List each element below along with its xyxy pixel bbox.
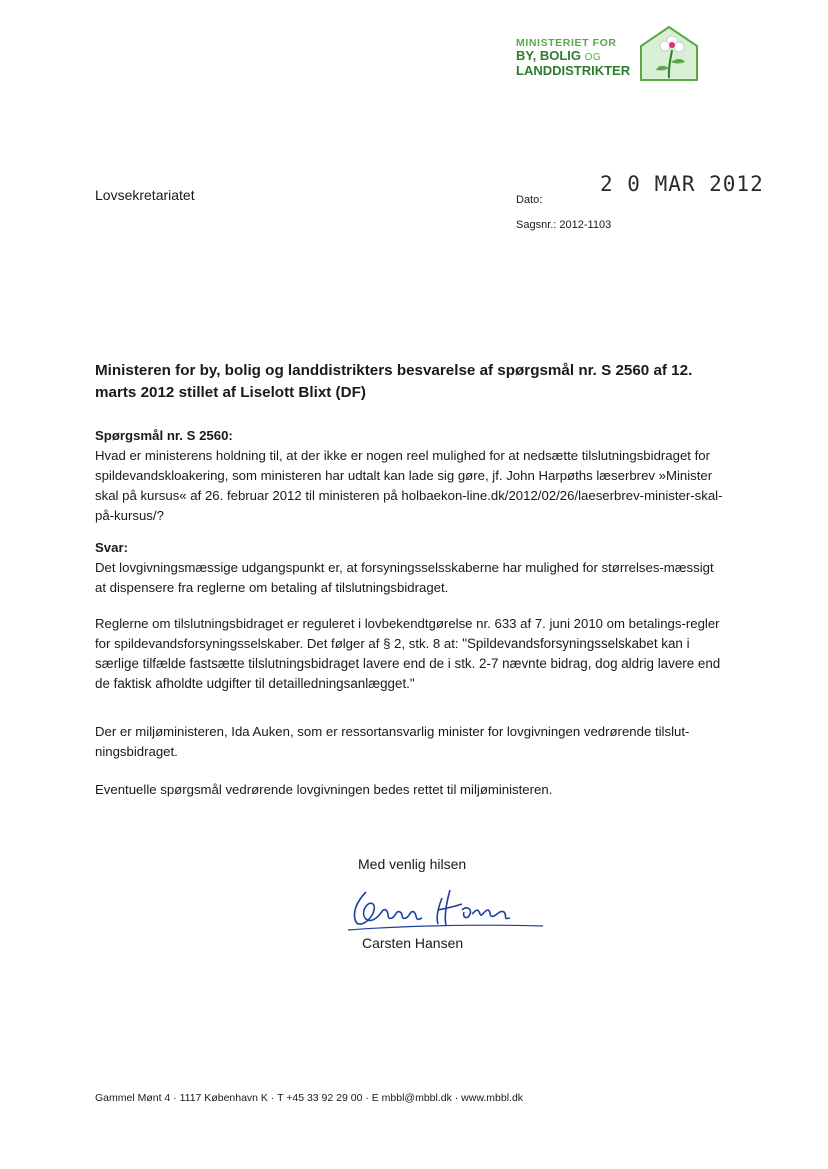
- answer-paragraph-4: Eventuelle spørgsmål vedrørende lovgivningen bedes rettet til miljøministeren.: [95, 782, 553, 797]
- logo-line-2: [516, 49, 646, 64]
- signer-name: Carsten Hansen: [362, 935, 464, 951]
- answer-paragraph-1: Det lovgivningsmæssige udgangspunkt er, at forsyningsselsskaberne har mulighed for størrelses-mæssigt at dispensere fra reglerne om betaling af tilslutningsbidraget.: [95, 560, 714, 595]
- handwritten-signature: [338, 880, 548, 940]
- case-number: Sagsnr.: 2012-1103: [516, 219, 612, 231]
- question-section: [95, 426, 725, 526]
- date-stamp: 2 0 MAR 2012: [600, 172, 764, 196]
- answer-paragraph-3: Der er miljøministeren, Ida Auken, som er ressortansvarlig minister for lovgivningen vedrørende tilslut-ningsbidraget.: [95, 724, 690, 759]
- answer-heading: Svar:: [95, 540, 128, 555]
- answer-paragraph-2-quote: "Spildevandsforsyningsselskabet kan i særlige tilfælde fastsætte tilslutningsbidraget lavere end de i stk. 2-7 nævnte bidrag, dog aldrig lavere end de faktisk afholdte udgifter til detailledningsanlægget.": [95, 636, 721, 691]
- footer-contact: Gammel Mønt 4 · 1117 København K · T +45 33 92 29 00 · E mbbl@mbbl.dk · www.mbbl.dk: [95, 1092, 524, 1104]
- question-text: Hvad er ministerens holdning til, at der ikke er nogen reel mulighed for at nedsætte tilslutningsbidraget for spildevandskloakering, som ministeren har udtalt kan lade sig gøre, jf. John Harpøths læserbrev »Minister skal på kursus« af 26. februar 2012 til ministeren på holbaekon-line.dk/2012/02/26/laeserbrev-minister-skal-på-kursus/?: [95, 448, 723, 523]
- logo-line-3: LANDDISTRIKTER: [516, 62, 631, 78]
- closing-greeting: Med venlig hilsen: [358, 856, 467, 872]
- question-heading: Spørgsmål nr. S 2560:: [95, 428, 233, 443]
- document-title: Ministeren for by, bolig og landdistrikters besvarelse af spørgsmål nr. S 2560 af 12. marts 2012 stillet af Liselott Blixt (DF): [95, 362, 693, 401]
- logo-line-1: MINISTERIET FOR: [516, 37, 617, 49]
- answer-paragraph-2: [95, 614, 725, 694]
- logo-line-2a: BY, BOLIG: [516, 48, 582, 64]
- date-label: Dato:: [516, 194, 543, 206]
- ministry-logo-icon: [638, 24, 700, 82]
- answer-section: [95, 538, 725, 598]
- logo-line-2b: OG: [584, 52, 602, 64]
- ministry-logo-text: [516, 38, 646, 77]
- recipient: Lovsekretariatet: [95, 187, 195, 203]
- answer-paragraph-2-intro: Reglerne om tilslutningsbidraget er reguleret i lovbekendtgørelse nr. 633 af 7. juni 2010 om betalings-regler for spildevandsforsyningsselskaber. Det følger af § 2, stk. 8 at:: [95, 616, 720, 651]
